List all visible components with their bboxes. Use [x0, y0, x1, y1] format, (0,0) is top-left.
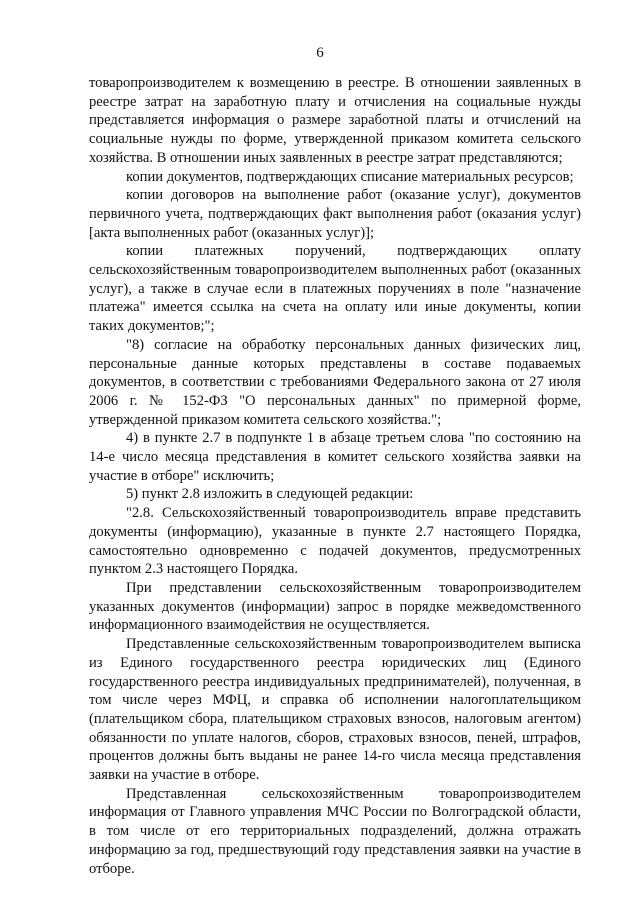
paragraph-item-8-consent: "8) согласие на обработку персональных данных физических лиц, персональные данные которых представлены в составе подаваемых документов, в соответствии с требованиями Федерального закона от 27 июля 2006 г. № 152-ФЗ "О персональных данных" по примерной форме, утвержденной приказом комитета сельского хозяйства.";: [89, 336, 581, 428]
paragraph-clause-2-8: "2.8. Сельскохозяйственный товаропроизводитель вправе представить документы (информацию), указанные в пункте 2.7 настоящего Порядка, самостоятельно одновременно с подачей документов, предусмотренных пунктом 2.3 настоящего Порядка.: [89, 505, 581, 578]
page-number: 6: [316, 45, 324, 61]
paragraph-contracts: копии договоров на выполнение работ (оказание услуг), документов первичного учета, подтверждающих факт выполнения работ (оказания услуг) [акта выполненных работ (оказанных услуг)];: [89, 187, 581, 241]
paragraph-continuation: товаропроизводителем к возмещению в реестре. В отношении заявленных в реестре затрат на заработную плату и отчисления на социальные нужды представляется информация о размере заработной платы и отчислений на социальные нужды по форме, утвержденной приказом комитета сельского хозяйства. В отношении иных заявленных в реестре затрат представляются;: [89, 75, 581, 166]
paragraph-payment-orders: копии платежных поручений, подтверждающих оплату сельскохозяйственным товаропроизводителем выполненных работ (оказанных услуг), а также в случае если в платежных поручениях в поле "назначение платежа" имеется ссылка на счета на оплату или иные документы, копии таких документов;";: [89, 243, 581, 335]
paragraph-item-5: 5) пункт 2.8 изложить в следующей редакции:: [126, 486, 414, 503]
paragraph-material-resources: копии документов, подтверждающих списание материальных ресурсов;: [126, 168, 574, 185]
paragraph-item-4: 4) в пункте 2.7 в подпункте 1 в абзаце третьем слова "по состоянию на 14-е число месяца представления в комитет сельского хозяйства заявки на участие в отборе" исключить;: [89, 430, 581, 484]
paragraph-emergency-ministry-info: Представленная сельскохозяйственным товаропроизводителем информация от Главного управления МЧС России по Волгоградской области, в том числе от его территориальных подразделений, должна отражать информацию за год, предшествующий году представления заявки на участие в отборе.: [89, 785, 581, 877]
paragraph-interdepartmental-request: При представлении сельскохозяйственным товаропроизводителем указанных документов (информации) запрос в порядке межведомственного информационного взаимодействия не осуществляется.: [89, 579, 581, 634]
document-body: [89, 74, 581, 878]
paragraph-registry-extract: Представленные сельскохозяйственным товаропроизводителем выписка из Единого государственного реестра юридических лиц (Единого государственного реестра индивидуальных предпринимателей), полученная, в том числе через МФЦ, и справка об исполнении налогоплательщиком (плательщиком сбора, плательщиком страховых взносов, налоговым агентом) обязанности по уплате налогов, сборов, страховых взносов, пеней, штрафов, процентов должны быть выданы не ранее 14-го числа месяца представления заявки на участие в отборе.: [89, 636, 581, 784]
